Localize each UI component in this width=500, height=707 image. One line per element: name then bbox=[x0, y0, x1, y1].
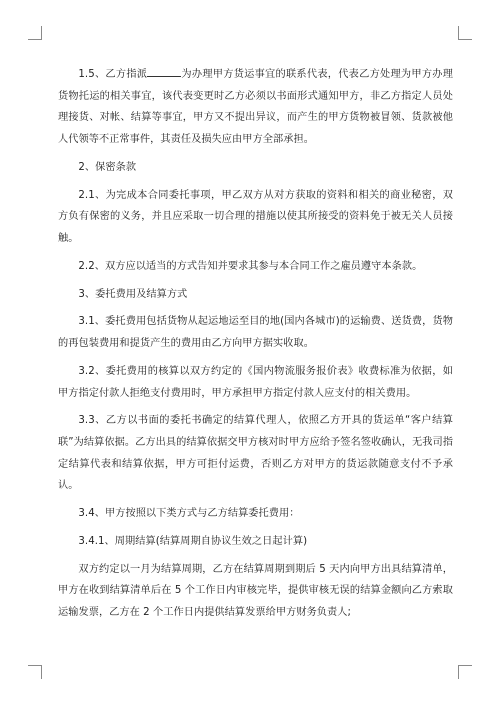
crop-mark-top-left-h bbox=[28, 39, 42, 40]
crop-mark-top-right-h bbox=[458, 39, 472, 40]
clause-3-4: 3.4、甲方按照以下类方式与乙方结算委托费用： bbox=[78, 508, 300, 520]
clause-text: 为办理甲方货运事宜的联系代表，代表乙方处理为甲方办理货物托运的相关事宜，该代表变更时乙方必须以书面形式通知甲方，非乙方指定人员处理接货、对帐、结算等事宜，甲方又不提出异议，而产生的甲方货物被冒领、货款被他人代领等不正常事件，其责任及损失应由甲方全部承担。 bbox=[58, 69, 453, 145]
clause-3-4-1: 3.4.1、周期结算(结算周期自协议生效之日起计算) bbox=[78, 535, 308, 547]
clause-2-1: 2.1、为完成本合同委托事项，甲乙双方从对方获取的资料和相关的商业秘密，双方负有保密的义务，并且应采取一切合理的措施以使其所接受的资料免于被无关人员接触。 bbox=[58, 189, 453, 244]
clause-3-3: 3.3、乙方以书面的委托书确定的结算代理人，依照乙方开具的货运单“客户结算联”为结算依据。乙方出具的结算依据交甲方核对时甲方应给予签名签收确认，无我司指定结算代表和结算依据，甲方可拒付运费，否则乙方对甲方的货运款随意支付不予承认。 bbox=[58, 415, 453, 492]
document-page bbox=[58, 64, 453, 630]
clause-1-5 bbox=[58, 64, 453, 150]
blank-field bbox=[147, 65, 181, 77]
clause-3-2: 3.2、委托费用的核算以双方约定的《国内物流服务报价表》收费标准为依据，如甲方指定付款人拒绝支付费用时，甲方承担甲方指定付款人应支付的相关费用。 bbox=[58, 365, 453, 399]
clause-2-2: 2.2、双方应以适当的方式告知并要求其参与本合同工作之雇员遵守本条款。 bbox=[78, 260, 423, 272]
clause-3-1: 3.1、委托费用包括货物从起运地运至目的地(国内各城市)的运输费、送货费，货物的再包装费用和提货产生的费用由乙方向甲方据实收取。 bbox=[58, 316, 453, 350]
clause-text: 1.5、乙方指派 bbox=[78, 69, 148, 80]
crop-mark-bottom-left-v bbox=[41, 665, 42, 679]
crop-mark-top-left-v bbox=[41, 26, 42, 40]
crop-mark-bottom-right-h bbox=[458, 665, 472, 666]
section-heading-3: 3、委托费用及结算方式 bbox=[78, 288, 188, 300]
crop-mark-top-right-v bbox=[458, 26, 459, 40]
crop-mark-bottom-right-v bbox=[458, 665, 459, 679]
crop-mark-bottom-left-h bbox=[28, 665, 42, 666]
clause-3-4-1-body: 双方约定以一月为结算周期，乙方在结算周期到期后 5 天内向甲方出具结算清单，甲方在收到结算清单后在 5 个工作日内审核完毕，提供审核无误的结算金额向乙方索取运输发票，乙方在 2 个工作日内提供结算发票给甲方财务负责人; bbox=[58, 563, 453, 619]
section-heading-2: 2、保密条款 bbox=[78, 161, 137, 173]
